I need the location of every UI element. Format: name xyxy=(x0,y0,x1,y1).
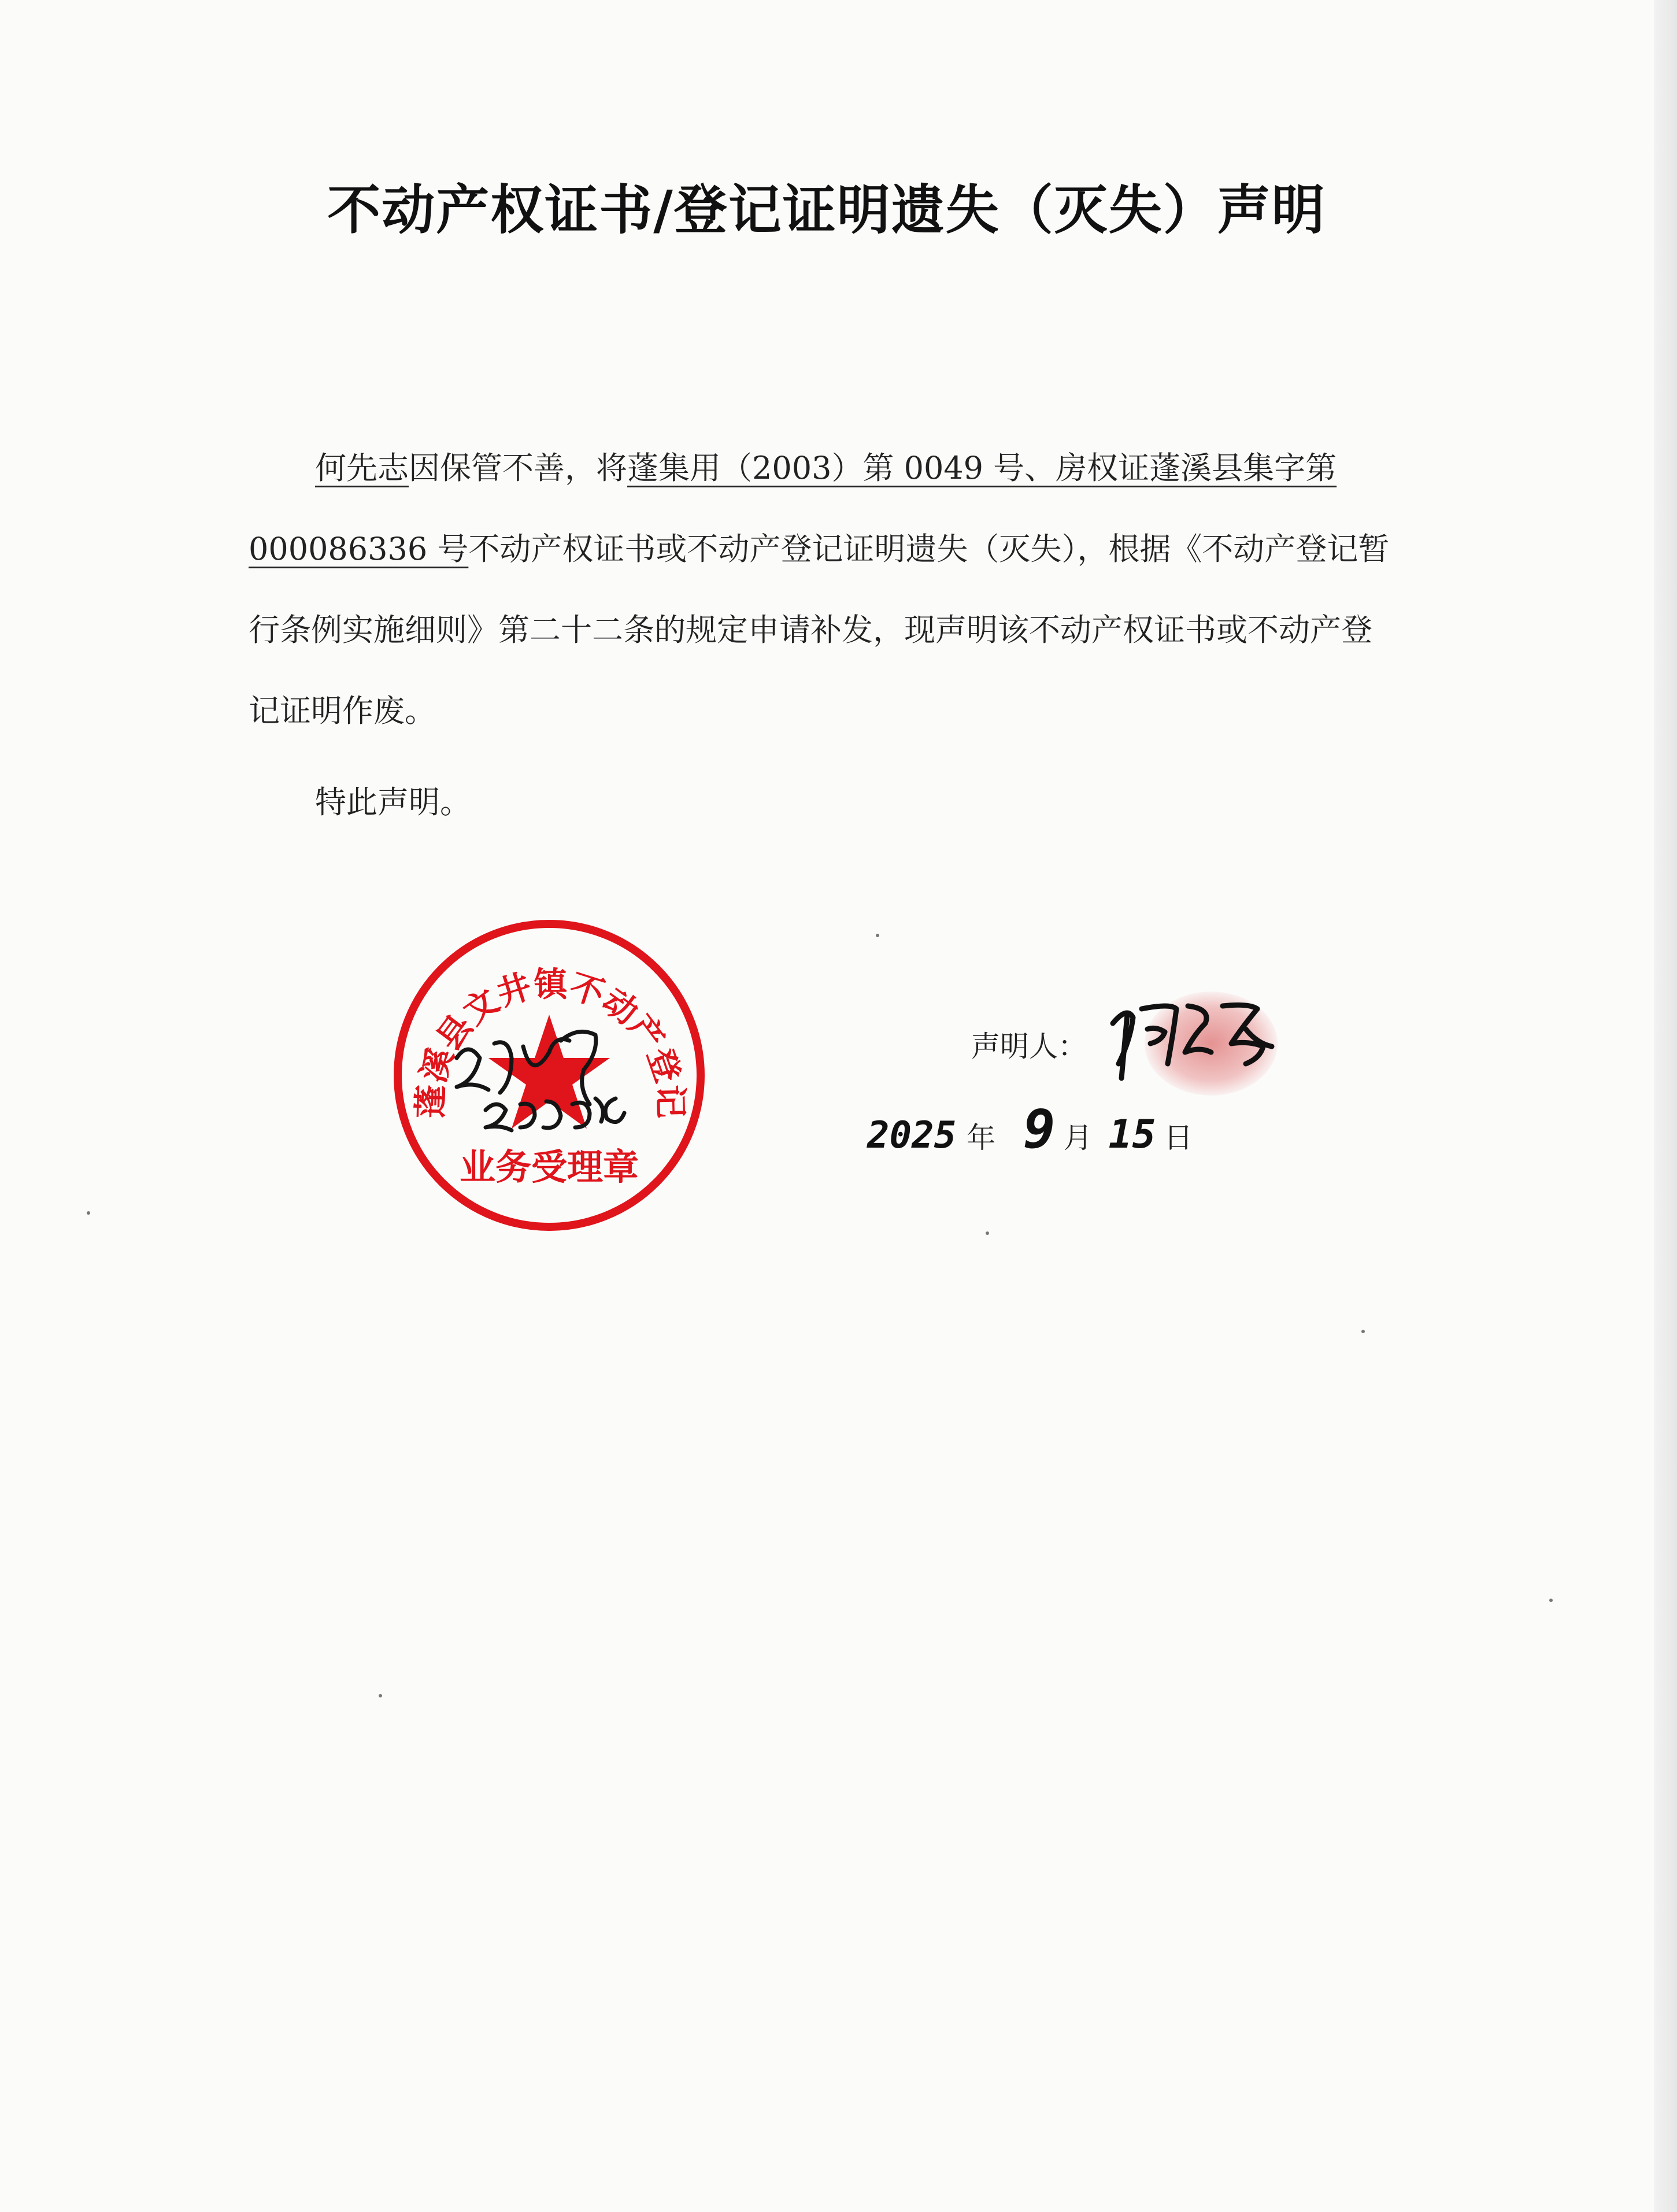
seal-bottom-text: 业务受理章 xyxy=(459,1146,639,1188)
declarant-label: 声明人： xyxy=(971,1030,1087,1063)
declarant-name: 何先志 xyxy=(315,450,409,486)
date-month-suffix: 月 xyxy=(1063,1121,1093,1155)
closing-statement: 特此声明。 xyxy=(315,784,471,820)
scan-speck xyxy=(1361,1330,1365,1333)
seal-arc-text: 蓬溪县文井镇不动产登记 xyxy=(410,964,691,1119)
scan-speck xyxy=(1549,1599,1553,1602)
paragraph-text-2: 不动产权证书或不动产登记证明遗失（灭失），根据《不动产登记暂行条例实施细则》第二十二条的规定申请补发，现声明该不动产权证书或不动产登记证明作废。 xyxy=(249,531,1390,729)
scan-speck xyxy=(379,1694,382,1697)
paper-edge-shadow xyxy=(1654,0,1677,2212)
date-month: 9 xyxy=(1023,1098,1056,1160)
date-year: 2025 xyxy=(867,1114,957,1157)
document-title: 不动产权证书/登记证明遗失（灭失）声明 xyxy=(327,179,1326,241)
scan-speck xyxy=(876,934,879,937)
declarant-line xyxy=(971,1023,1087,1065)
date-day: 15 xyxy=(1108,1112,1156,1157)
paragraph-text-1: 因保管不善，将 xyxy=(409,450,627,486)
date-year-suffix: 年 xyxy=(967,1121,996,1155)
declaration-paragraph xyxy=(249,428,1399,752)
declaration-body xyxy=(249,428,1399,752)
official-seal xyxy=(387,913,711,1237)
scan-speck xyxy=(87,1211,90,1215)
date-day-suffix: 日 xyxy=(1164,1121,1193,1155)
declaration-date xyxy=(867,1098,1193,1160)
scan-speck xyxy=(986,1231,989,1235)
handwritten-signature xyxy=(1101,983,1286,1087)
certificate-numbers: 蓬集用（2003）第 0049 号、房权证蓬溪县集字第 000086336 号 xyxy=(249,450,1337,567)
